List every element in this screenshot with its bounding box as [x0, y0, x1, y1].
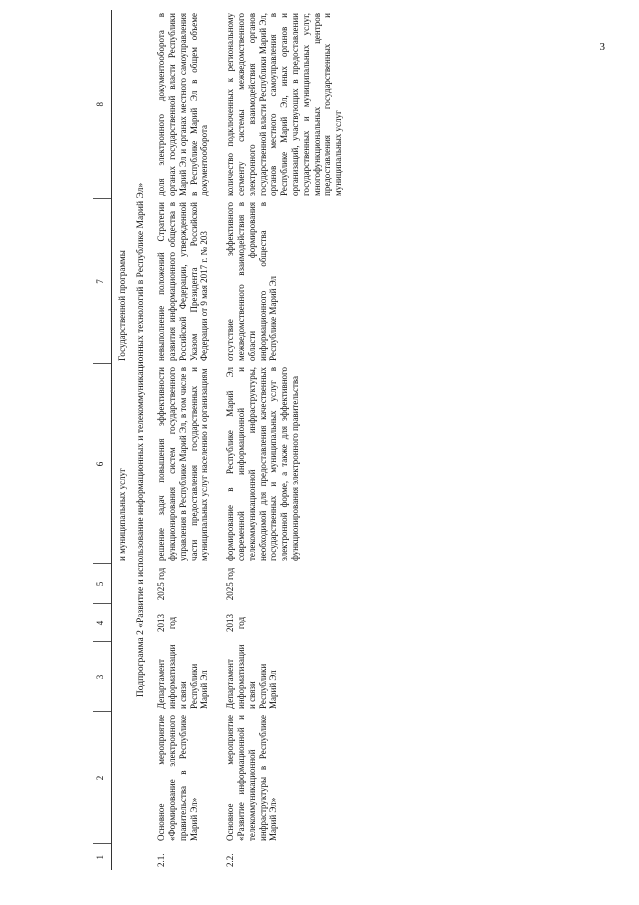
related-indicator: количество подключенных к региональному сегменту системы межведомственного электронного взаимодействия органов государственной власти Республики Марий Эл, органов местного самоуправления в Республике Марий Эл, иных органов и организаций, участвующих в предоставлении государственных и муниципальных услуг, многофункциональных центров предоставления государственных и муниципальных услуг [225, 13, 344, 196]
column-number: 1 [93, 844, 112, 870]
table-row [155, 10, 224, 870]
continuation-col7: Государственной программы [117, 250, 127, 361]
start-year: 2013 год [225, 614, 246, 632]
column-number: 8 [93, 10, 112, 199]
measure-name: Основное мероприятие «Развитие информационной и телекоммуникационной инфраструктуры в Республике Марий Эл» [225, 715, 279, 841]
expected-result: формирование в Республике Марий Эл современной информационной и телекоммуникационной инфраструктуры, необходимой для предоставления качественных государственных и муниципальных услуг в электронной форме, а также для эффективного функционирования электронного правительства [225, 367, 300, 561]
column-number: 2 [93, 712, 112, 844]
column-number: 5 [93, 564, 112, 604]
executor: Департамент информатизации и связи Республики Марий Эл [156, 644, 210, 709]
column-number: 4 [93, 604, 112, 642]
continuation-col6: и муниципальных услуг [117, 468, 127, 561]
row-number: 2.2. [225, 853, 236, 867]
end-year: 2025 год [156, 567, 167, 601]
row-number: 2.1. [156, 853, 167, 867]
measure-name: Основное мероприятие «Формирование электронного правительства в Республике Марий Эл» [156, 715, 199, 841]
continuation-row [112, 10, 130, 870]
program-measures-table [93, 10, 358, 870]
non-implementation-consequence: отсутствие эффективного межведомственного взаимодействия в области формирования информационного общества в Республике Марий Эл [225, 202, 279, 361]
column-number-row [93, 10, 112, 870]
expected-result: решение задач повышения эффективности функционирования систем государственного управления в Республике Марий Эл, в том числе в части предоставления государственных и муниципальных услуг населению и организациям [156, 367, 210, 561]
rotated-table-sheet [93, 10, 633, 870]
related-indicator: доля электронного документооборота в органах государственной власти Республики Марий Эл и органах местного самоуправления в Республике Марий Эл в общем объеме документооборота [156, 13, 210, 196]
end-year: 2025 год [225, 567, 236, 601]
column-number: 3 [93, 642, 112, 712]
column-number: 7 [93, 199, 112, 364]
page-number: 3 [599, 41, 605, 53]
subprogram-title-row [130, 10, 155, 870]
column-number: 6 [93, 364, 112, 564]
executor: Департамент информатизации и связи Республики Марий Эл [225, 644, 279, 709]
table-row [224, 10, 358, 870]
subprogram-title: Подпрограмма 2 «Развитие и использование информационных и телекоммуникационных технологий в Республике Марий Эл» [135, 182, 146, 698]
start-year: 2013 год [156, 614, 177, 632]
non-implementation-consequence: невыполнение положений Стратегии развития информационного общества в Российской Федерации, утвержденной Указом Президента Российской Федерации от 9 мая 2017 г. № 203 [156, 202, 210, 361]
